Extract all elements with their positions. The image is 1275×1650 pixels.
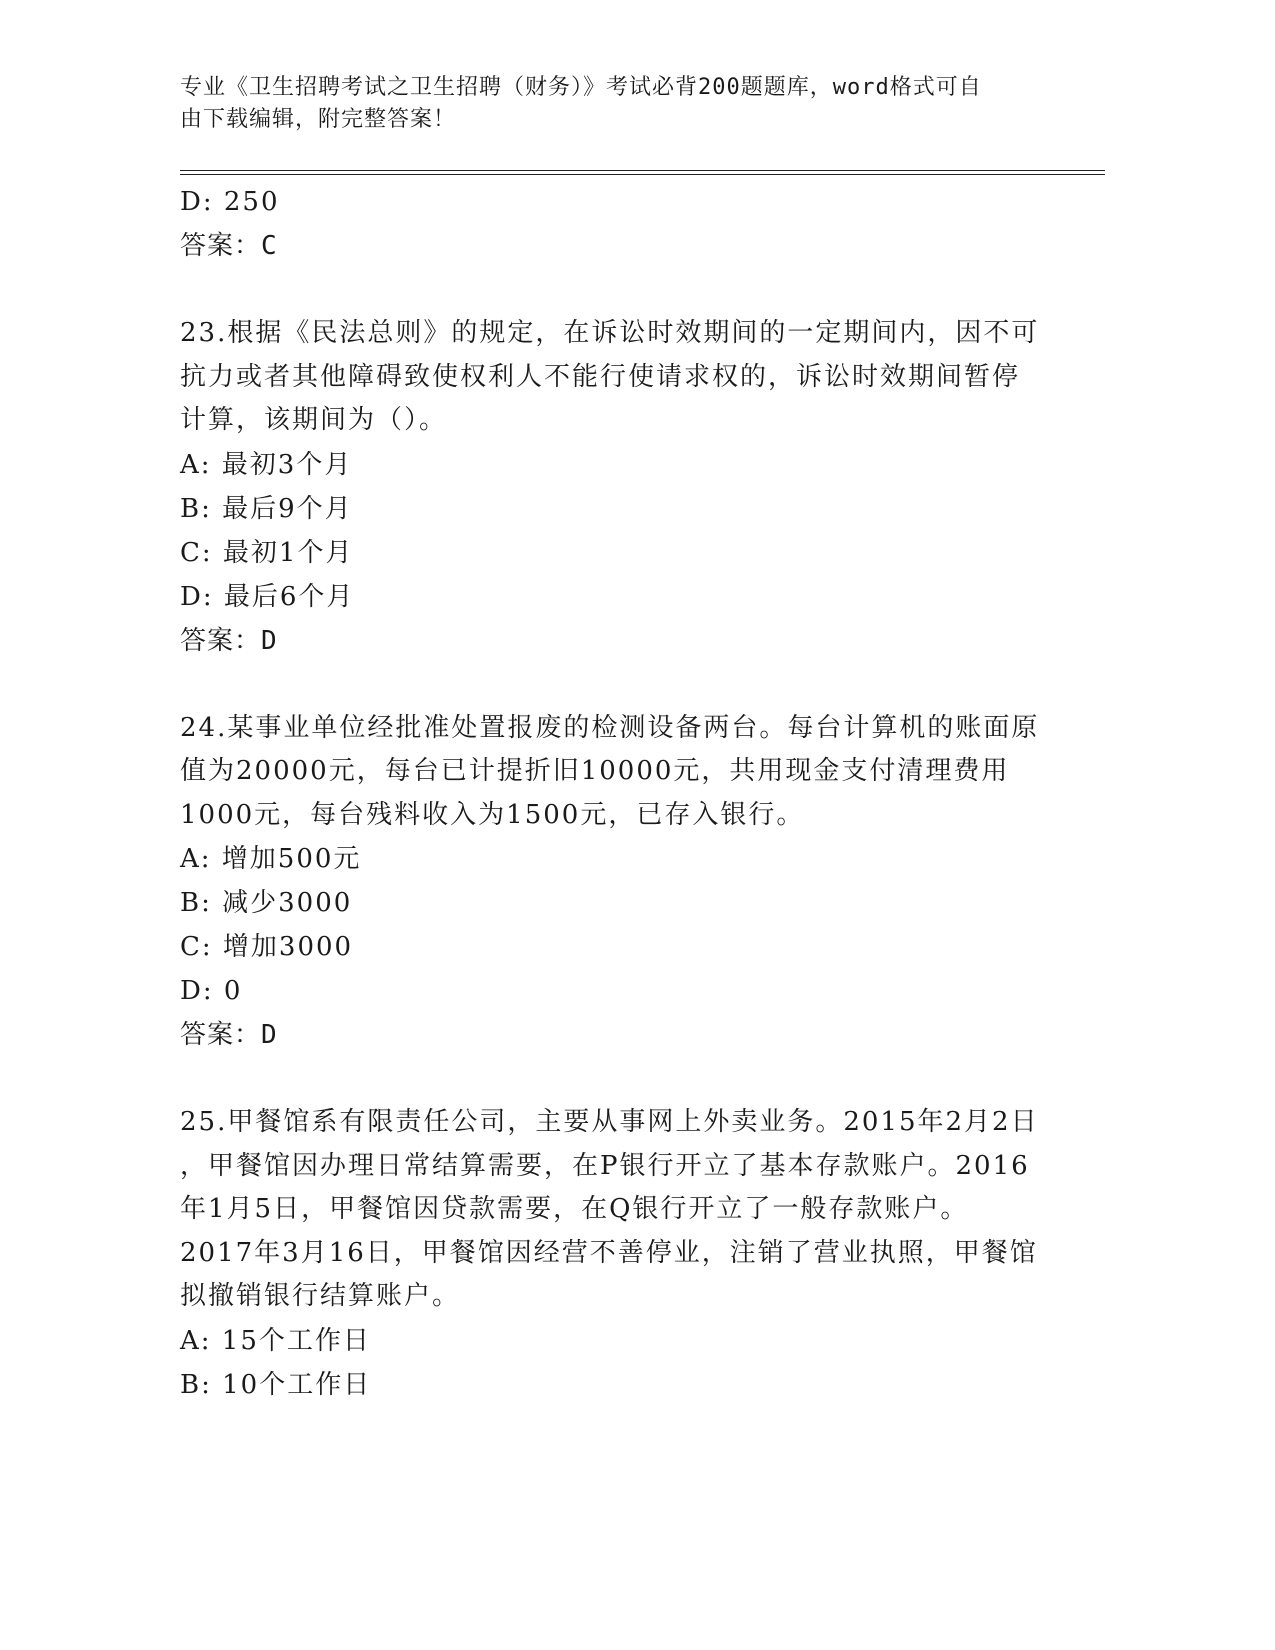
- stem-line: 24.某事业单位经批准处置报废的检测设备两台。每台计算机的账面原: [180, 712, 1040, 743]
- header-divider-top: [180, 170, 1105, 171]
- stem-line: 23.根据《民法总则》的规定，在诉讼时效期间的一定期间内，因不可: [180, 318, 1040, 348]
- question-stem: [180, 312, 1040, 443]
- header-divider-bottom: [180, 174, 1105, 175]
- option-d: D: 最后6个月: [180, 581, 355, 612]
- answer-line: 答案：D: [180, 625, 278, 656]
- stem-line: 值为20000元，每台已计提折旧10000元，共用现金支付清理费用: [180, 756, 1010, 786]
- stem-line: ，甲餐馆因办理日常结算需要，在P银行开立了基本存款账户。2016: [180, 1150, 1030, 1181]
- option-d: D: 250: [180, 187, 280, 217]
- option-c: C: 最初1个月: [180, 537, 354, 568]
- document-body: [180, 180, 1040, 1407]
- option-b: B: 10个工作日: [180, 1369, 372, 1400]
- document-header: [180, 72, 1040, 136]
- spacer: [180, 268, 1040, 312]
- stem-line: 抗力或者其他障碍致使权利人不能行使请求权的，诉讼时效期间暂停: [180, 361, 1021, 392]
- question-stem: [180, 707, 1040, 838]
- stem-line: 年1月5日，甲餐馆因贷款需要，在Q银行开立了一般存款账户。: [180, 1194, 969, 1224]
- header-line-1: 专业《卫生招聘考试之卫生招聘（财务）》考试必背200题题库，word格式可自: [180, 75, 982, 100]
- stem-line: 拟撤销银行结算账户。: [180, 1281, 461, 1311]
- stem-line: 25.甲餐馆系有限责任公司，主要从事网上外卖业务。2015年2月2日: [180, 1107, 1039, 1137]
- option-c: C: 增加3000: [180, 932, 354, 962]
- question-25: [180, 1101, 1040, 1407]
- question-23: [180, 312, 1040, 663]
- answer-line: 答案：D: [180, 1020, 278, 1050]
- option-a: A: 最初3个月: [180, 449, 353, 480]
- stem-line: 计算，该期间为（）。: [180, 405, 448, 435]
- question-22-tail: [180, 180, 1040, 268]
- option-d: D: 0: [180, 976, 243, 1006]
- spacer: [180, 1057, 1040, 1101]
- option-b: B: 最后9个月: [180, 493, 353, 524]
- option-b: B: 减少3000: [180, 888, 353, 918]
- question-stem: [180, 1101, 1040, 1319]
- header-line-2: 由下载编辑，附完整答案！: [180, 107, 457, 132]
- option-a: A: 15个工作日: [180, 1325, 371, 1356]
- stem-line: 1000元，每台残料收入为1500元，已存入银行。: [180, 799, 805, 830]
- stem-line: 2017年3月16日，甲餐馆因经营不善停业，注销了营业执照，甲餐馆: [180, 1237, 1038, 1268]
- answer-line: 答案：C: [180, 231, 278, 261]
- option-a: A: 增加500元: [180, 844, 362, 874]
- question-24: [180, 707, 1040, 1058]
- spacer: [180, 663, 1040, 707]
